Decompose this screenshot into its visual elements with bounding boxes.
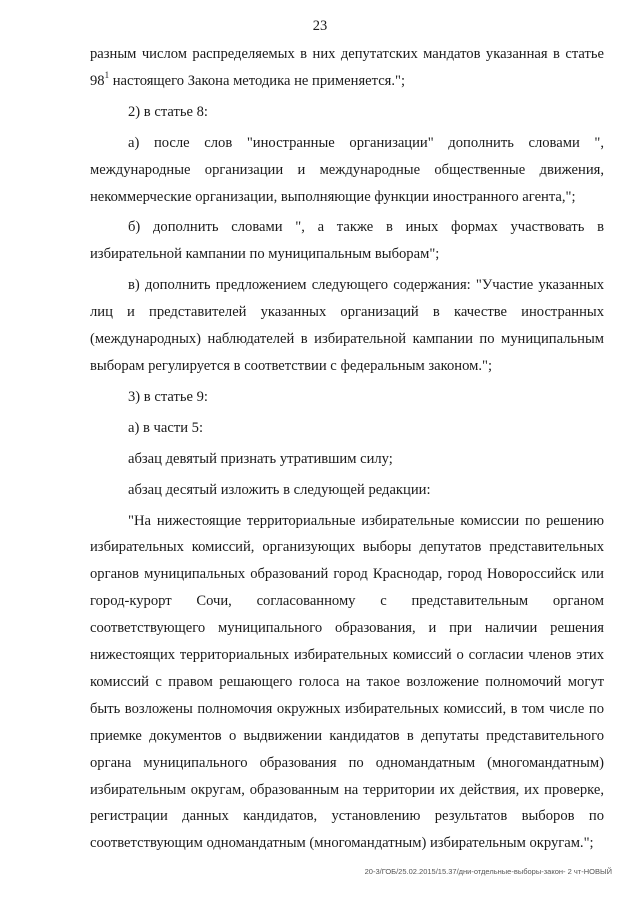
paragraph-item-3: 3) в статье 9: — [128, 388, 208, 405]
paragraph-sub-a: а) после слов "иностранные организации" дополнить словами ", международные организации и международные общественные движения, некоммерческие организации, выполняющие функции иностранного агента,"; — [90, 134, 604, 205]
paragraph-item-2: 2) в статье 8: — [128, 103, 208, 120]
footer-filename: 20-3/ГОБ/25.02.2015/15.37/дни-отдельные-выборы-закон- 2 чт-НОВЫЙ — [364, 867, 612, 876]
superscript: 1 — [104, 70, 110, 81]
paragraph-quoted-text: "На нижестоящие территориальные избирательные комиссии по решению избирательных комиссий, организующих выборы депутатов представительных органов муниципальных образований город Краснодар, город Новороссийск или город-курорт Сочи, согласованному с представительным органом соответствующего муниципального образования, и при наличии решения нижестоящих территориальных избирательных комиссий о согласии членов этих комиссий с правом решающего голоса на такое возложение полномочий могут быть возложены полномочия окружных избирательных комиссий, в том числе по приемке документов о выдвижении кандидатов в депутаты представительного органа муниципального образования по одномандатным (многомандатным) избирательным округам, образованным на территории их действия, их проверке, регистрации данных кандидатов, установлению результатов выборов по соответствующим одномандатным (многомандатным) избирательным округам."; — [90, 512, 604, 852]
paragraph-continuation — [90, 41, 604, 95]
paragraph-abzac-9: абзац девятый признать утратившим силу; — [128, 450, 393, 467]
paragraph-abzac-10: абзац десятый изложить в следующей редакции: — [128, 481, 431, 498]
paragraph-text: разным числом распределяемых в них депутатских мандатов указанная в статье 98 — [90, 46, 604, 89]
paragraph-text: настоящего Закона методика не применяется."; — [109, 72, 406, 89]
paragraph-sub-b: б) дополнить словами ", а также в иных формах участвовать в избирательной кампании по муниципальным выборам"; — [90, 219, 604, 263]
paragraph-sub-v: в) дополнить предложением следующего содержания: "Участие указанных лиц и представителей указанных организаций в качестве иностранных (международных) наблюдателей в избирательной кампании по муниципальным выборам регулируется в соответствии с федеральным законом."; — [90, 277, 604, 374]
page-number: 23 — [312, 18, 328, 34]
paragraph-sub-a-part5: а) в части 5: — [128, 419, 204, 436]
document-body — [90, 41, 604, 857]
